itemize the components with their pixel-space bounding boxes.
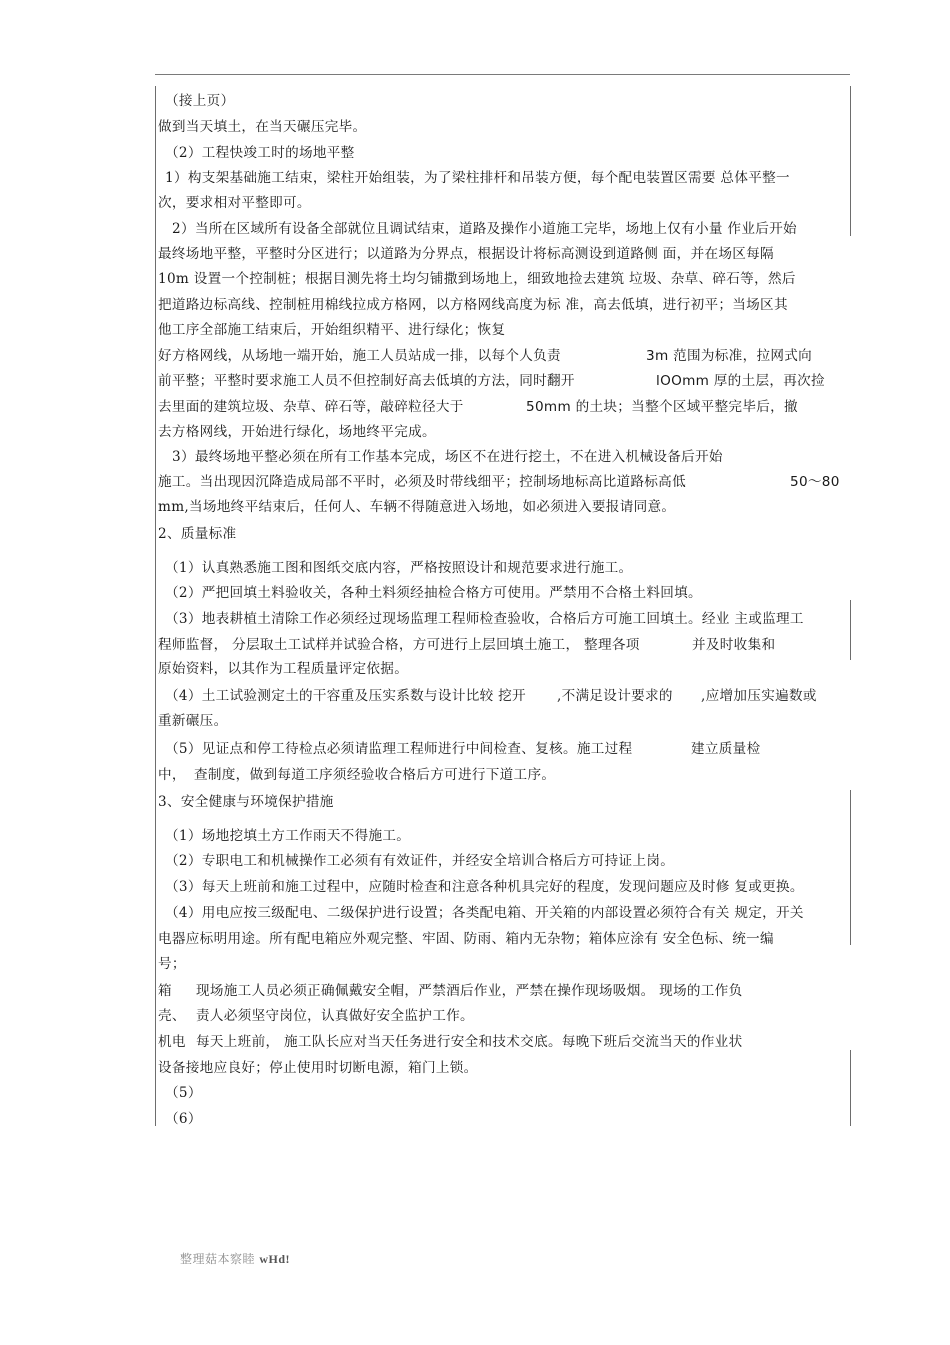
text-line: 去方格网线，开始进行绿化，场地终平完成。 xyxy=(158,424,436,440)
text-line: （2）工程快竣工时的场地平整 xyxy=(165,145,355,161)
text-line xyxy=(165,740,761,758)
text-segment: 每天上班前， 施工队长应对当天任务进行安全和技术交底。每晚下班后交流当天的作业状 xyxy=(196,1034,743,1050)
text-segment: （5）见证点和停工待检点必须请监理工程师进行中间检查、复核。施工过程 xyxy=(165,741,633,757)
text-segment: ,应增加压实遍数或 xyxy=(701,688,817,704)
footer-text: 整理菇本察睦 xyxy=(180,1252,260,1266)
text-line: mm,当场地终平结束后，任何人、车辆不得随意进入场地，如必须进入要报请同意。 xyxy=(158,499,676,515)
text-segment: 50mm 的土块；当整个区域平整完毕后，撤 xyxy=(526,399,798,415)
text-line xyxy=(158,347,813,365)
footer-mark: wHd! xyxy=(259,1252,290,1266)
text-segment: 50～80 xyxy=(790,474,840,490)
text-line xyxy=(158,982,743,1000)
text-segment: 好方格网线，从场地一端开始，施工人员站成一排，以每个人负责 xyxy=(158,348,561,364)
text-line xyxy=(158,766,556,784)
text-segment: ,不满足设计要求的 xyxy=(557,688,673,704)
text-line: 1）构支架基础施工结束，梁柱开始组装，为了梁柱排杆和吊装方便，每个配电装置区需要 总体平整一 xyxy=(165,170,790,186)
table-border-right-2 xyxy=(850,600,851,660)
text-line: 设备接地应良好；停止使用时切断电源，箱门上锁。 xyxy=(158,1060,478,1076)
text-line: 原始资料，以其作为工程质量评定依据。 xyxy=(158,661,409,677)
text-segment: 中， xyxy=(158,767,186,783)
text-line: 3）最终场地平整必须在所有工作基本完成，场区不在进行挖土，不在进入机械设备后开始 xyxy=(172,449,723,465)
text-segment: 去里面的建筑垃圾、杂草、碎石等，敲碎粒径大于 xyxy=(158,399,464,415)
table-border-left xyxy=(155,86,156,1126)
text-segment: 程师监督， 分层取土工试样并试验合格，方可进行上层回填土施工， 整理各项 xyxy=(158,637,640,653)
text-segment: 壳、 xyxy=(158,1008,186,1024)
section-heading: 3、安全健康与环境保护措施 xyxy=(158,794,334,810)
text-line: 号； xyxy=(158,956,186,972)
text-line: （6） xyxy=(165,1111,202,1127)
continued-label: （接上页） xyxy=(165,93,235,109)
table-border-right-3 xyxy=(850,790,851,945)
text-line xyxy=(158,1033,743,1051)
text-line xyxy=(158,372,825,390)
text-segment: 查制度，做到每道工序须经验收合格后方可进行下道工序。 xyxy=(194,767,556,783)
text-line: （1）场地挖填土方工作雨天不得施工。 xyxy=(165,828,411,844)
text-line: 2）当所在区域所有设备全部就位且调试结束，道路及操作小道施工完毕，场地上仅有小量 作业后开始 xyxy=(172,221,797,237)
text-line: 最终场地平整，平整时分区进行；以道路为分界点，根据设计将标高测设到道路侧 面，并在场区每隔 xyxy=(158,246,774,262)
text-line: （3）地表耕植土清除工作必须经过现场监理工程师检查验收，合格后方可施工回填土。经业 主或监理工 xyxy=(165,611,804,627)
table-border-right-1 xyxy=(850,86,851,236)
text-line: 把道路边标高线、控制桩用棉线拉成方格网，以方格网线高度为标 准，高去低填，进行初平；当场区其 xyxy=(158,297,788,313)
text-line: 重新碾压。 xyxy=(158,713,228,729)
text-segment: 现场施工人员必须正确佩戴安全帽，严禁酒后作业，严禁在操作现场吸烟。 现场的工作负 xyxy=(196,983,743,999)
text-segment: lOOmm 厚的土层，再次捡 xyxy=(656,373,825,389)
text-line: 次，要求相对平整即可。 xyxy=(158,195,311,211)
text-segment: 前平整；平整时要求施工人员不但控制好高去低填的方法，同时翻开 xyxy=(158,373,575,389)
text-segment: 施工。当出现因沉降造成局部不平时，必须及时带线细平；控制场地标高比道路标高低 xyxy=(158,474,686,490)
text-line: 他工序全部施工结束后，开始组织精平、进行绿化；恢复 xyxy=(158,322,506,338)
text-line: （3）每天上班前和施工过程中，应随时检查和注意各种机具完好的程度，发现问题应及时修 复或更换。 xyxy=(165,879,804,895)
text-line: （4）用电应按三级配电、二级保护进行设置；各类配电箱、开关箱的内部设置必须符合有关 规定，开关 xyxy=(165,905,804,921)
text-line: 做到当天填土，在当天碾压完毕。 xyxy=(158,119,367,135)
text-line xyxy=(165,687,817,705)
text-segment: 责人必须坚守岗位，认真做好安全监护工作。 xyxy=(196,1008,474,1024)
text-line: （1）认真熟悉施工图和图纸交底内容，严格按照设计和规范要求进行施工。 xyxy=(165,560,633,576)
text-line: （2）严把回填土料验收关，各种土料须经抽检合格方可使用。严禁用不合格土料回填。 xyxy=(165,585,702,601)
text-line xyxy=(158,398,798,416)
text-segment: 并及时收集和 xyxy=(692,637,776,653)
text-segment: 箱 xyxy=(158,983,172,999)
text-line xyxy=(158,473,840,491)
page-footer xyxy=(180,1250,290,1267)
text-line xyxy=(158,1007,474,1025)
text-segment: 机电 xyxy=(158,1034,186,1050)
header-rule xyxy=(155,74,850,75)
table-border-right-4 xyxy=(850,1050,851,1126)
text-line: （5） xyxy=(165,1085,202,1101)
text-segment: 3m 范围为标准，拉网式向 xyxy=(646,348,813,364)
text-segment: （4）土工试验测定土的干容重及压实系数与设计比较 挖开 xyxy=(165,688,526,704)
section-heading: 2、质量标准 xyxy=(158,526,237,542)
text-line: （2）专职电工和机械操作工必须有有效证件，并经安全培训合格后方可持证上岗。 xyxy=(165,853,675,869)
text-line: 电器应标明用途。所有配电箱应外观完整、牢固、防雨、箱内无杂物；箱体应涂有 安全色标、统一编 xyxy=(158,931,774,947)
text-line xyxy=(158,636,776,654)
text-segment: 建立质量检 xyxy=(691,741,761,757)
text-line: 10m 设置一个控制桩；根据目测先将土均匀铺撒到场地上，细致地捡去建筑 垃圾、杂草、碎石等，然后 xyxy=(158,271,796,287)
